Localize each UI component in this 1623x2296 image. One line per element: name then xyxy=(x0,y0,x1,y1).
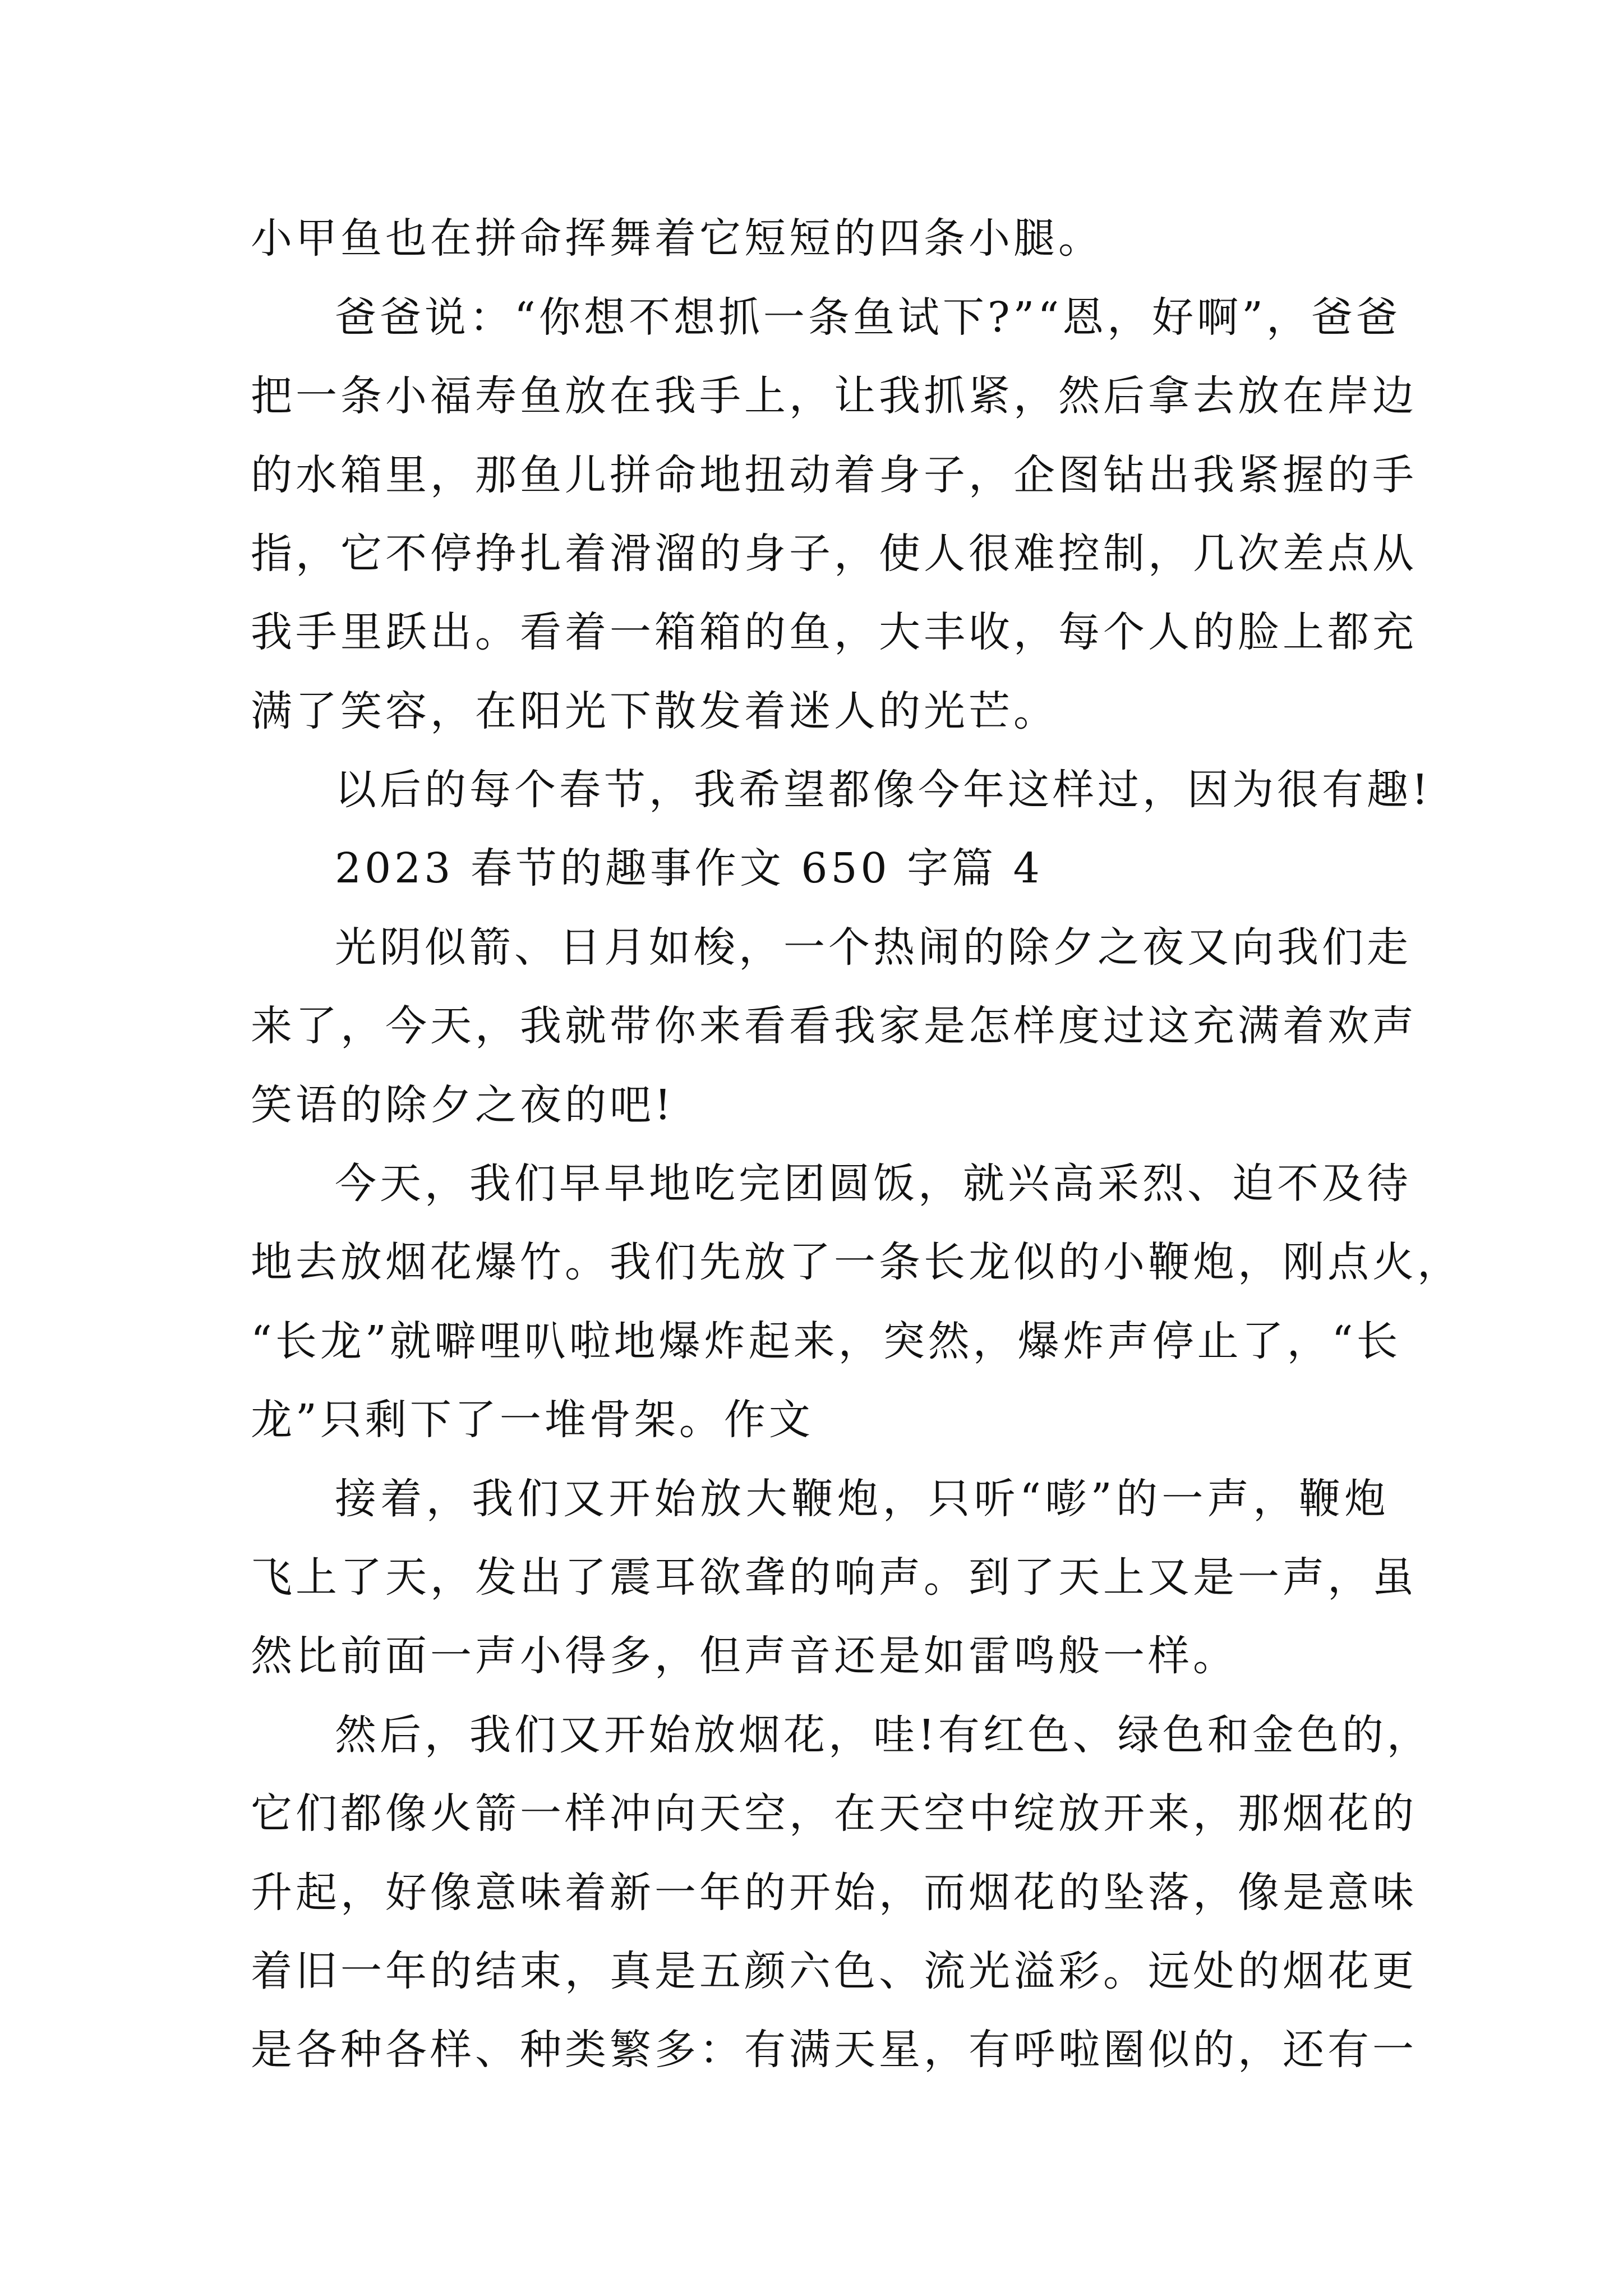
text-line: 是各种各样、种类繁多：有满天星，有呼啦圈似的，还有一 xyxy=(251,2026,1417,2074)
text-line: 飞上了天，发出了震耳欲聋的响声。到了天上又是一声，虽 xyxy=(251,1553,1417,1602)
paragraph-start: 爸爸说：“你想不想抓一条鱼试下?”“恩，好啊”，爸爸 xyxy=(335,293,1401,342)
text-line: 我手里跃出。看着一箱箱的鱼，大丰收，每个人的脸上都充 xyxy=(251,608,1417,656)
section-heading: 2023 春节的趣事作文 650 字篇 4 xyxy=(335,844,1043,892)
text-line: 满了笑容，在阳光下散发着迷人的光芒。 xyxy=(251,687,1058,735)
paragraph-start: 今天，我们早早地吃完团圆饭，就兴高采烈、迫不及待 xyxy=(335,1159,1412,1208)
paragraph-start: 然后，我们又开始放烟花，哇!有红色、绿色和金色的， xyxy=(335,1711,1432,1759)
text-line: 升起，好像意味着新一年的开始，而烟花的坠落，像是意味 xyxy=(251,1869,1417,1917)
text-line: 笑语的除夕之夜的吧! xyxy=(251,1081,675,1129)
text-line: 地去放烟花爆竹。我们先放了一条长龙似的小鞭炮，刚点火， xyxy=(251,1238,1462,1286)
text-line: 来了，今天，我就带你来看看我家是怎样度过这充满着欢声 xyxy=(251,1002,1417,1050)
text-line: 龙”只剩下了一堆骨架。作文 xyxy=(251,1396,814,1444)
text-line: 着旧一年的结束，真是五颜六色、流光溢彩。远处的烟花更 xyxy=(251,1947,1417,1995)
text-line: 的水箱里，那鱼儿拼命地扭动着身子，企图钻出我紧握的手 xyxy=(251,451,1417,499)
text-line: 小甲鱼也在拼命挥舞着它短短的四条小腿。 xyxy=(251,214,1103,263)
text-line: 把一条小福寿鱼放在我手上，让我抓紧，然后拿去放在岸边 xyxy=(251,372,1417,420)
paragraph-start: 以后的每个春节，我希望都像今年这样过，因为很有趣! xyxy=(335,766,1432,814)
text-line: 然比前面一声小得多，但声音还是如雷鸣般一样。 xyxy=(251,1632,1238,1680)
text-line: “长龙”就噼哩叭啦地爆炸起来，突然，爆炸声停止了，“长 xyxy=(251,1317,1401,1365)
text-line: 它们都像火箭一样冲向天空，在天空中绽放开来，那烟花的 xyxy=(251,1789,1417,1838)
paragraph-start: 光阴似箭、日月如梭，一个热闹的除夕之夜又向我们走 xyxy=(335,923,1412,972)
paragraph-start: 接着，我们又开始放大鞭炮，只听“嘭”的一声，鞭炮 xyxy=(335,1475,1389,1523)
text-line: 指，它不停挣扎着滑溜的身子，使人很难控制，几次差点从 xyxy=(251,530,1417,578)
